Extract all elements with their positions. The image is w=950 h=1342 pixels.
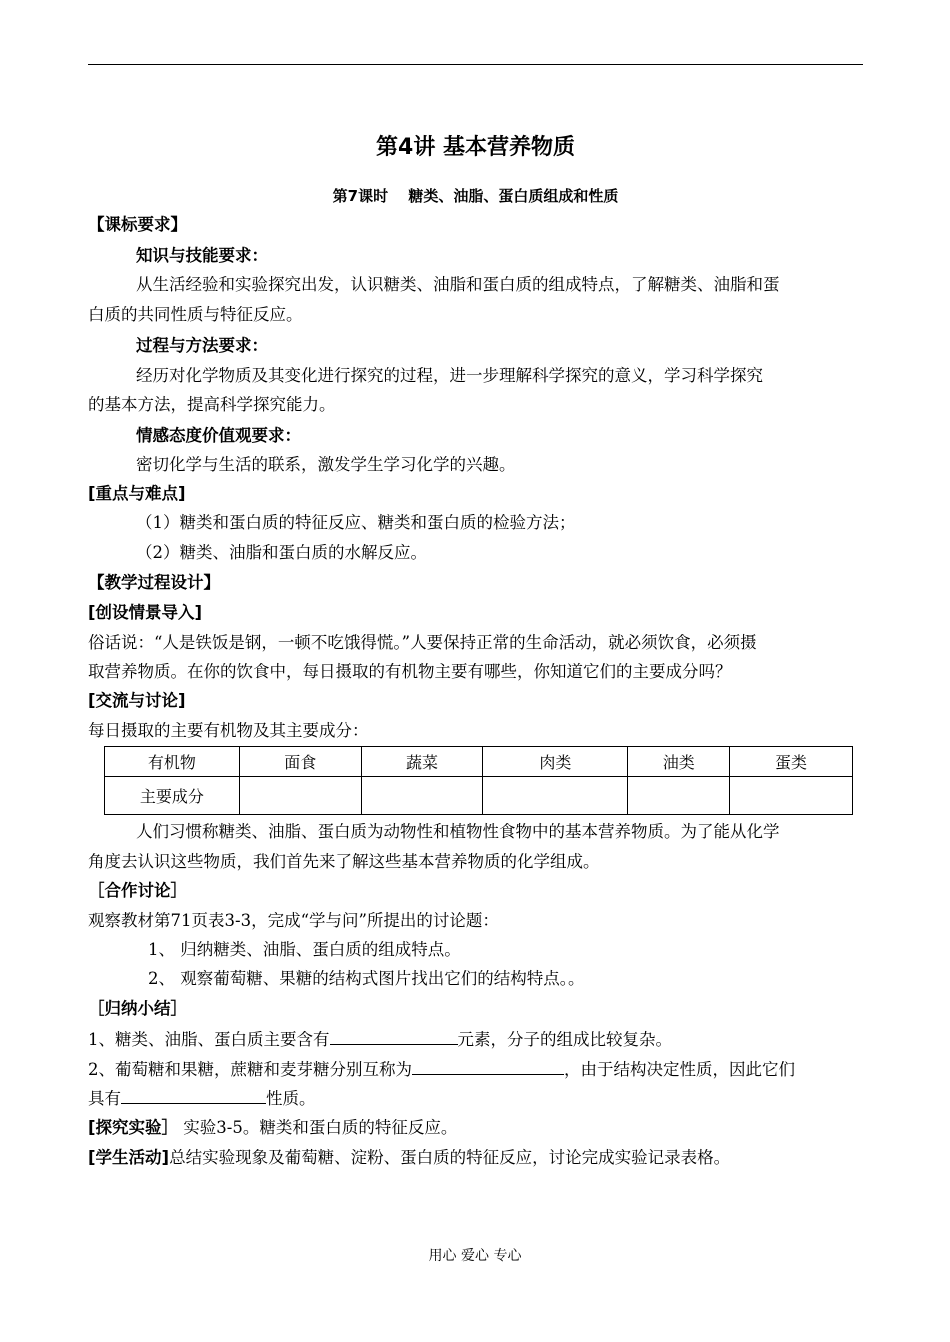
fill-blank-2[interactable]: [412, 1057, 564, 1075]
intro-heading: [创设情景导入]: [88, 603, 203, 622]
summary-1-text-b: 元素，分子的组成比较复杂。: [457, 1030, 672, 1049]
emotion-text: 密切化学与生活的联系，激发学生学习化学的兴趣。: [136, 455, 516, 474]
summary-line-2: [88, 1057, 863, 1082]
summary-heading: ［归纳小结］: [88, 999, 187, 1018]
knowledge-label: 知识与技能要求：: [136, 246, 268, 265]
table-cell-blank: [730, 777, 853, 815]
key-point-item-1: （1）糖类和蛋白质的特征反应、糖类和蛋白质的检验方法；: [136, 513, 576, 532]
coop-heading: ［合作讨论］: [88, 881, 187, 900]
table-cell-blank: [628, 777, 730, 815]
table-header-cell: 面食: [239, 747, 361, 777]
summary-line-1: [88, 1027, 863, 1052]
experiment-line: [88, 1116, 863, 1140]
standards-heading: 【课标要求】: [88, 215, 187, 234]
knowledge-text-line2: 白质的共同性质与特征反应。: [88, 305, 303, 324]
summary-line-3: [88, 1086, 863, 1111]
table-header-cell: 有机物: [105, 747, 240, 777]
table-cell-blank: [483, 777, 628, 815]
emotion-label: 情感态度价值观要求：: [136, 426, 301, 445]
coop-lead: 观察教材第71页表3-3，完成“学与问”所提出的讨论题：: [88, 911, 499, 930]
design-heading: 【教学过程设计】: [88, 573, 220, 592]
discussion-after-line1: 人们习惯称糖类、油脂、蛋白质为动物性和植物性食物中的基本营养物质。为了能从化学: [136, 822, 780, 841]
summary-2-text-a: 2、葡萄糖和果糖，蔗糖和麦芽糖分别互称为: [88, 1060, 412, 1079]
summary-2-text-b: ，由于结构决定性质，因此它们: [564, 1060, 795, 1079]
summary-3-text-a: 具有: [88, 1089, 121, 1108]
activity-tag: [学生活动]: [88, 1148, 170, 1167]
table-header-cell: 蛋类: [730, 747, 853, 777]
key-point-item-2: （2）糖类、油脂和蛋白质的水解反应。: [136, 543, 427, 562]
table-header-cell: 油类: [628, 747, 730, 777]
page-footer: 用心 爱心 专心: [428, 1248, 522, 1264]
process-text-line2: 的基本方法，提高科学探究能力。: [88, 395, 336, 414]
nutrient-table: [104, 746, 853, 815]
key-points-heading: [重点与难点]: [88, 484, 186, 503]
table-header-cell: 肉类: [483, 747, 628, 777]
table-cell-blank: [239, 777, 361, 815]
intro-text-line1: 俗话说：“人是铁饭是钢，一顿不吃饿得慌。”人要保持正常的生命活动，就必须饮食，必须摄: [88, 633, 757, 652]
activity-line: [88, 1146, 863, 1170]
discussion-lead: 每日摄取的主要有机物及其主要成分：: [88, 721, 369, 740]
summary-3-text-b: 性质。: [266, 1089, 316, 1108]
experiment-tag: [探究实验］: [88, 1118, 179, 1137]
table-row-label: 主要成分: [105, 777, 240, 815]
coop-item-2: 2、 观察葡萄糖、果糖的结构式图片找出它们的结构特点。。: [148, 969, 585, 988]
coop-item-1: 1、 归纳糖类、油脂、蛋白质的组成特点。: [148, 940, 461, 959]
intro-text-line2: 取营养物质。在你的饮食中，每日摄取的有机物主要有哪些，你知道它们的主要成分吗？: [88, 662, 732, 681]
table-cell-blank: [361, 777, 483, 815]
table-header-row: [105, 747, 853, 777]
lesson-subtitle: 第7课时 糖类、油脂、蛋白质组成和性质: [332, 187, 619, 205]
discussion-after-line2: 角度去认识这些物质，我们首先来了解这些基本营养物质的化学组成。: [88, 852, 600, 871]
fill-blank-3[interactable]: [121, 1086, 266, 1104]
fill-blank-1[interactable]: [330, 1027, 458, 1045]
table-header-cell: 蔬菜: [361, 747, 483, 777]
table-row: [105, 777, 853, 815]
knowledge-text-line1: 从生活经验和实验探究出发，认识糖类、油脂和蛋白质的组成特点，了解糖类、油脂和蛋: [136, 275, 780, 294]
activity-text: 总结实验现象及葡萄糖、淀粉、蛋白质的特征反应，讨论完成实验记录表格。: [169, 1148, 731, 1167]
summary-1-text-a: 1、糖类、油脂、蛋白质主要含有: [88, 1030, 330, 1049]
discussion-heading: [交流与讨论]: [88, 691, 186, 710]
process-text-line1: 经历对化学物质及其变化进行探究的过程，进一步理解科学探究的意义，学习科学探究: [136, 366, 763, 385]
experiment-text: 实验3-5。糖类和蛋白质的特征反应。: [183, 1118, 458, 1137]
process-label: 过程与方法要求：: [136, 336, 268, 355]
page-title: 第4讲 基本营养物质: [376, 135, 575, 160]
header-rule: [88, 64, 863, 65]
